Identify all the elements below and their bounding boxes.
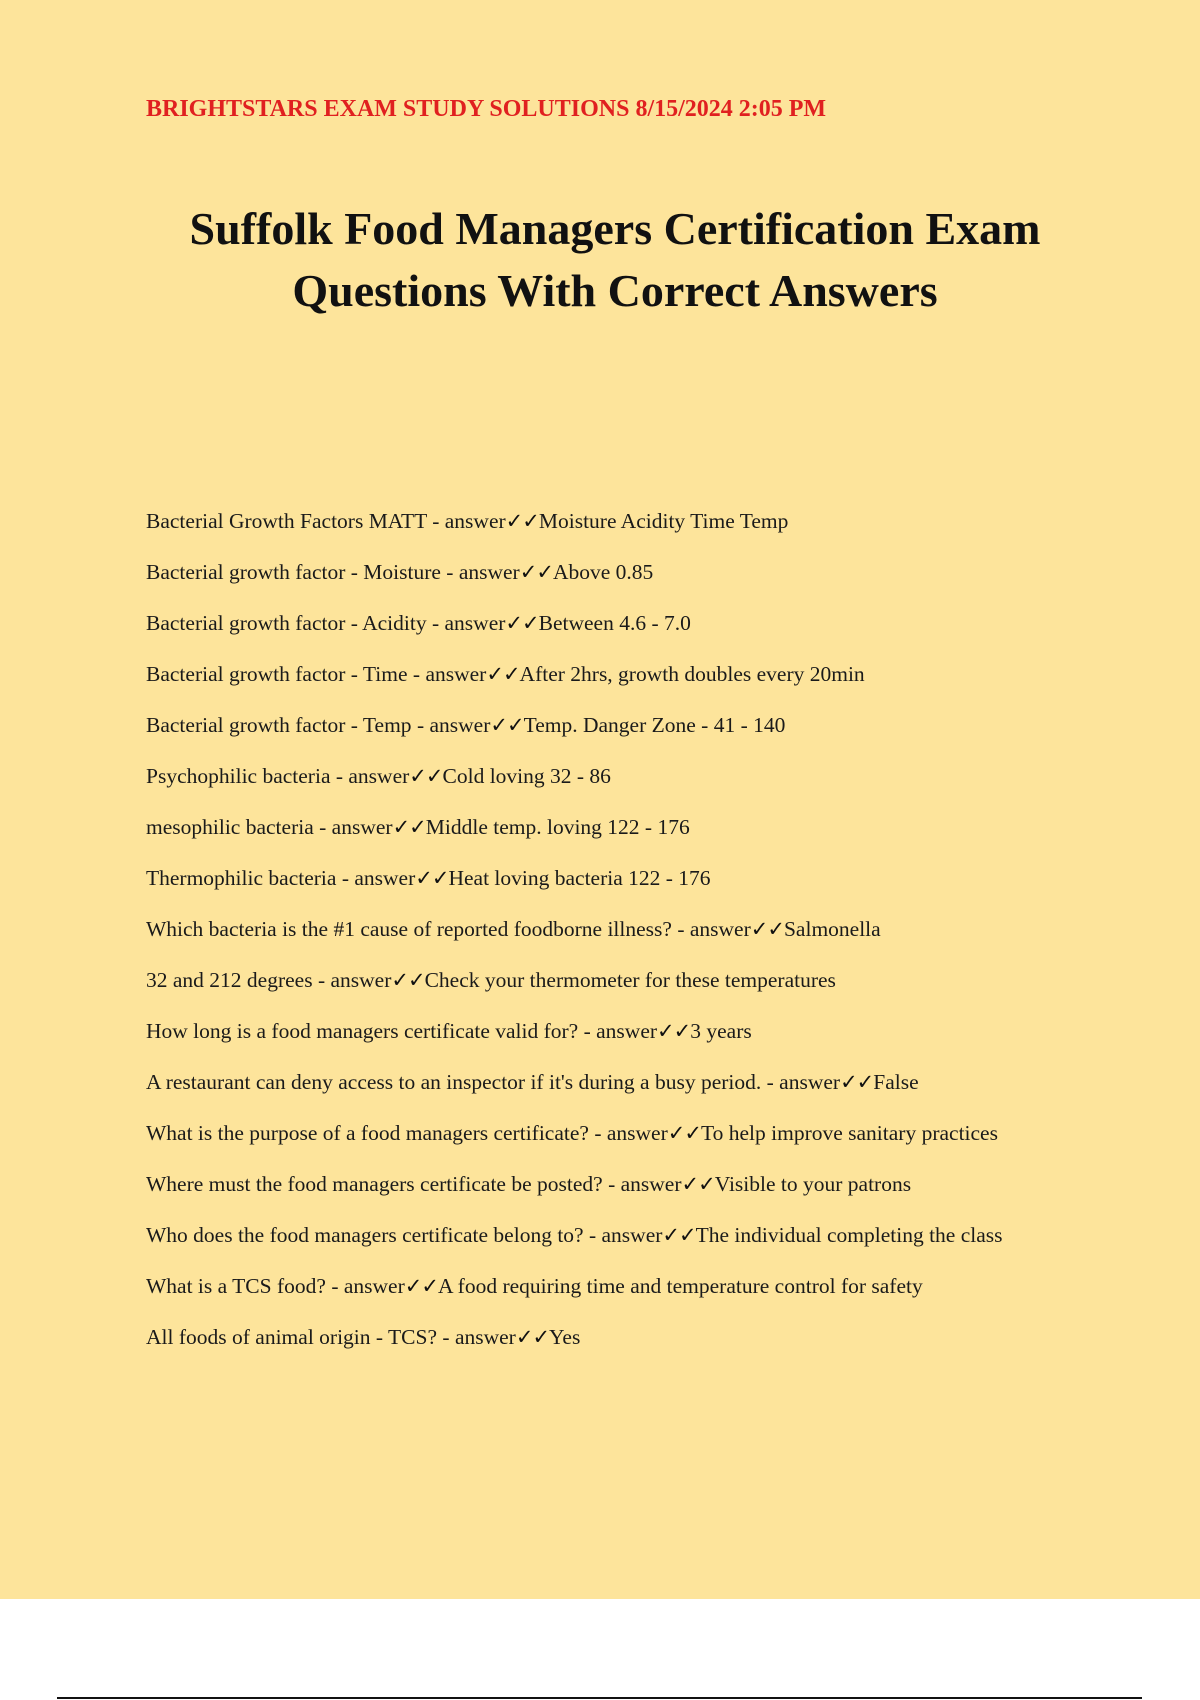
- answer-label: - answer: [325, 1274, 405, 1298]
- question-text: How long is a food managers certificate valid for?: [146, 1019, 579, 1043]
- double-check-icon: ✓✓: [404, 1274, 438, 1298]
- answer-text: To help improve sanitary practices: [700, 1121, 998, 1145]
- question-text: Bacterial growth factor - Moisture: [146, 560, 441, 584]
- answer-label: - answer: [440, 560, 520, 584]
- double-check-icon: ✓✓: [681, 1172, 715, 1196]
- double-check-icon: ✓✓: [486, 662, 520, 686]
- answer-label: - answer: [411, 713, 491, 737]
- qa-item: [146, 1015, 1076, 1047]
- question-text: Thermophilic bacteria: [146, 866, 337, 890]
- question-text: Bacterial growth factor - Time: [146, 662, 408, 686]
- answer-text: Yes: [549, 1325, 581, 1349]
- question-text: Bacterial Growth Factors MATT: [146, 509, 427, 533]
- double-check-icon: ✓✓: [409, 764, 443, 788]
- answer-label: - answer: [330, 764, 410, 788]
- qa-item: [146, 505, 1076, 537]
- question-text: A restaurant can deny access to an inspector if it's during a busy period.: [146, 1070, 762, 1094]
- answer-text: After 2hrs, growth doubles every 20min: [519, 662, 865, 686]
- question-text: All foods of animal origin - TCS?: [146, 1325, 438, 1349]
- answer-text: Moisture Acidity Time Temp: [538, 509, 789, 533]
- qa-item: [146, 658, 1076, 690]
- double-check-icon: ✓✓: [662, 1223, 696, 1247]
- qa-item: [146, 811, 1076, 843]
- answer-label: - answer: [426, 611, 506, 635]
- answer-label: - answer: [602, 1172, 682, 1196]
- qa-item: [146, 1270, 1076, 1302]
- question-text: Who does the food managers certificate belong to?: [146, 1223, 584, 1247]
- answer-label: - answer: [313, 815, 393, 839]
- qa-item: [146, 556, 1076, 588]
- answer-label: - answer: [312, 968, 392, 992]
- double-check-icon: ✓✓: [515, 1325, 550, 1349]
- answer-text: Heat loving bacteria 122 - 176: [448, 866, 711, 890]
- answer-text: Salmonella: [783, 917, 881, 941]
- double-check-icon: ✓✓: [657, 1019, 691, 1043]
- answer-text: Visible to your patrons: [714, 1172, 912, 1196]
- answer-text: False: [873, 1070, 919, 1094]
- double-check-icon: ✓✓: [415, 866, 449, 890]
- question-text: Bacterial growth factor - Temp: [146, 713, 412, 737]
- question-text: Bacterial growth factor - Acidity: [146, 611, 427, 635]
- answer-label: - answer: [588, 1121, 668, 1145]
- question-text: Which bacteria is the #1 cause of reported foodborne illness?: [146, 917, 672, 941]
- answer-label: - answer: [336, 866, 416, 890]
- qa-item: [146, 760, 1076, 792]
- header-line: BRIGHTSTARS EXAM STUDY SOLUTIONS 8/15/2024 2:05 PM: [146, 96, 827, 122]
- answer-text: Between 4.6 - 7.0: [538, 611, 691, 635]
- answer-label: - answer: [671, 917, 751, 941]
- qa-item: [146, 607, 1076, 639]
- qa-item: [146, 709, 1076, 741]
- qa-item: [146, 1168, 1076, 1200]
- qa-item: [146, 862, 1076, 894]
- answer-label: - answer: [437, 1325, 516, 1349]
- qa-item: [146, 964, 1076, 996]
- double-check-icon: ✓✓: [490, 713, 524, 737]
- answer-text: Above 0.85: [552, 560, 654, 584]
- double-check-icon: ✓✓: [391, 968, 425, 992]
- answer-text: Check your thermometer for these temperatures: [424, 968, 836, 992]
- answer-label: - answer: [578, 1019, 658, 1043]
- qa-item: [146, 913, 1076, 945]
- answer-label: - answer: [583, 1223, 663, 1247]
- double-check-icon: ✓✓: [392, 815, 426, 839]
- answer-label: - answer: [426, 509, 506, 533]
- answer-text: A food requiring time and temperature control for safety: [437, 1274, 923, 1298]
- double-check-icon: ✓✓: [505, 611, 539, 635]
- qa-item: [146, 1066, 1076, 1098]
- question-text: What is the purpose of a food managers certificate?: [146, 1121, 589, 1145]
- question-text: mesophilic bacteria: [146, 815, 314, 839]
- answer-label: - answer: [407, 662, 487, 686]
- double-check-icon: ✓✓: [667, 1121, 701, 1145]
- qa-item: [146, 1117, 1076, 1149]
- qa-item: [146, 1219, 1076, 1251]
- question-text: Psychophilic bacteria: [146, 764, 331, 788]
- answer-text: Middle temp. loving 122 - 176: [425, 815, 690, 839]
- document-title: Suffolk Food Managers Certification Exam Questions With Correct Answers: [189, 203, 1041, 316]
- answer-text: Temp. Danger Zone - 41 - 140: [523, 713, 786, 737]
- answer-label: - answer: [761, 1070, 841, 1094]
- footer-rule: [57, 1697, 1142, 1699]
- answer-text: The individual completing the class: [695, 1223, 1003, 1247]
- question-text: What is a TCS food?: [146, 1274, 326, 1298]
- qa-item: [146, 1321, 1076, 1353]
- double-check-icon: ✓✓: [519, 560, 553, 584]
- qa-list: [146, 505, 1076, 1372]
- double-check-icon: ✓✓: [750, 917, 784, 941]
- question-text: 32 and 212 degrees: [146, 968, 313, 992]
- double-check-icon: ✓✓: [505, 509, 539, 533]
- answer-text: 3 years: [690, 1019, 752, 1043]
- question-text: Where must the food managers certificate be posted?: [146, 1172, 603, 1196]
- answer-text: Cold loving 32 - 86: [442, 764, 611, 788]
- double-check-icon: ✓✓: [840, 1070, 874, 1094]
